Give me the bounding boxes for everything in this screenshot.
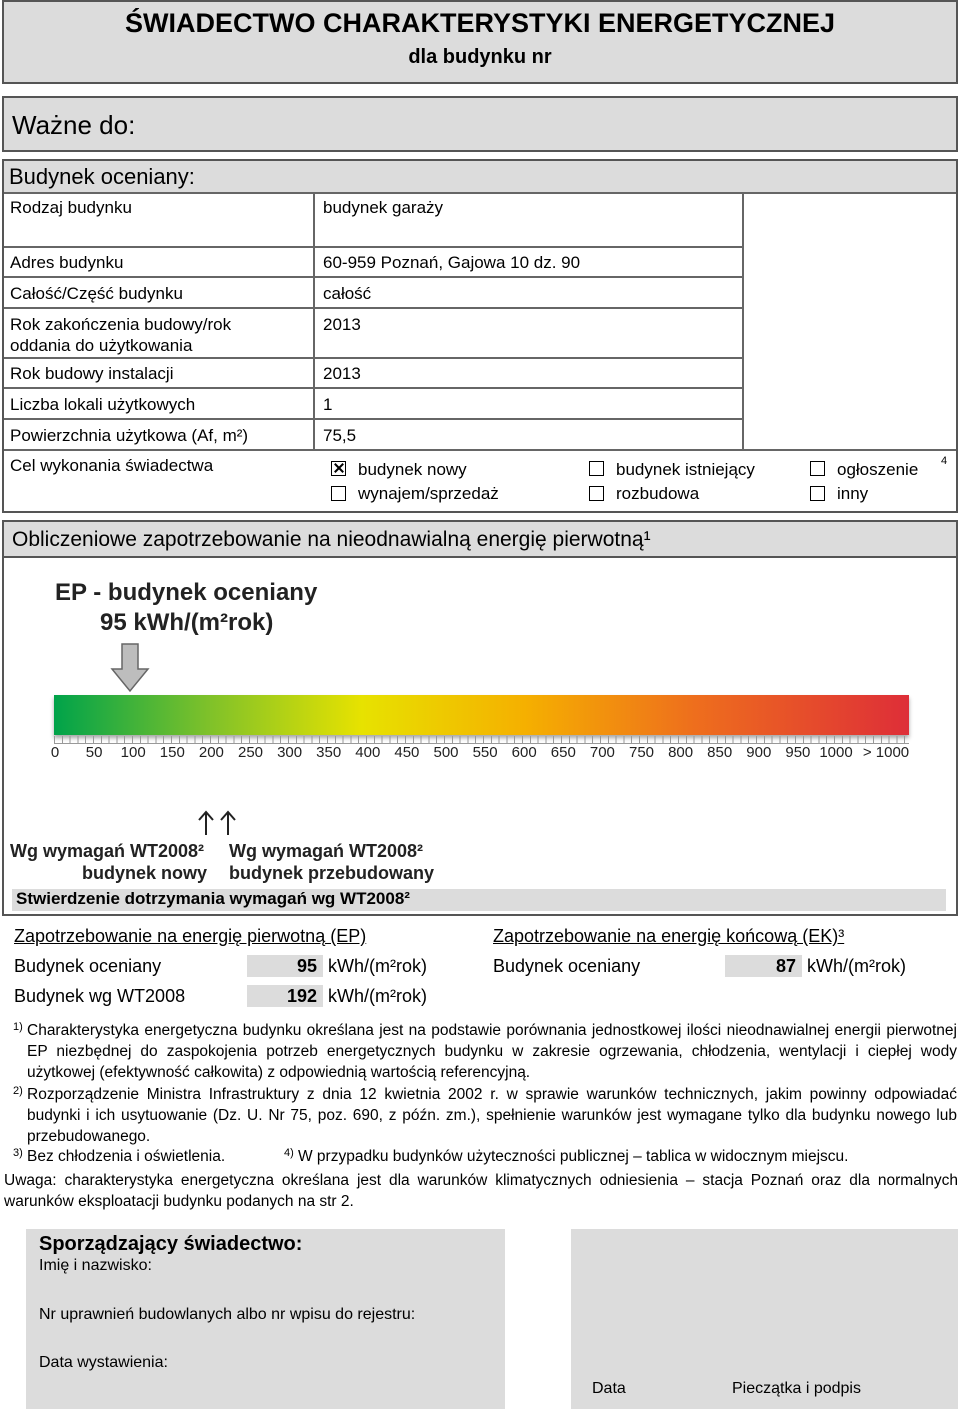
- req-rebuilt-arrow-icon: [218, 810, 238, 836]
- note-4: W przypadku budynków użyteczności publicznej – tablica w widocznym miejscu.: [298, 1148, 849, 1165]
- ep-reference-value: 192: [247, 985, 323, 1007]
- option-new-building-label: budynek nowy: [358, 460, 467, 479]
- energy-scale-ticks: [54, 736, 909, 744]
- rated-building-arrow-icon: [110, 643, 150, 693]
- date-label: Data: [592, 1380, 626, 1397]
- scale-tick-label: 600: [511, 744, 537, 761]
- scale-tick-label: 1000: [819, 744, 853, 761]
- divider: [4, 387, 744, 389]
- note-2-marker: 2): [13, 1085, 23, 1097]
- ek-rated-label: Budynek oceniany: [493, 956, 641, 976]
- ep-section-header: [2, 520, 958, 556]
- option-extension-label: rozbudowa: [616, 484, 700, 503]
- scale-tick-label: 100: [120, 744, 146, 761]
- req-rebuilt-line2: budynek przebudowany: [229, 863, 435, 883]
- note-3: Bez chłodzenia i oświetlenia.: [27, 1148, 226, 1165]
- divider: [4, 357, 744, 359]
- ep-rated-unit: kWh/(m²rok): [328, 956, 427, 976]
- building-type-value: budynek garaży: [323, 198, 444, 217]
- scale-tick-label: 500: [433, 744, 459, 761]
- scale-tick-label: 0: [50, 744, 60, 761]
- scale-tick-label: 850: [707, 744, 733, 761]
- ep-reference-unit: kWh/(m²rok): [328, 986, 427, 1006]
- certificate-subtitle: dla budynku nr: [408, 46, 552, 68]
- scale-tick-label: 150: [159, 744, 185, 761]
- note-3-marker: 3): [13, 1147, 23, 1159]
- climate-remark: Uwaga: charakterystyka energetyczna określana jest dla warunków klimatycznych odniesienia – stacja Poznań oraz dla normalnych warunków eksploatacji budynku podanych na str 2.: [4, 1172, 958, 1210]
- scale-tick-label: 650: [550, 744, 576, 761]
- completion-year-value: 2013: [323, 315, 361, 334]
- option-rent-sale-checkbox[interactable]: [331, 486, 346, 501]
- ek-demand-title: Zapotrzebowanie na energię końcową (EK)³: [493, 926, 845, 946]
- building-section-header: [4, 161, 956, 193]
- completion-year-label-line2: oddania do użytkowania: [10, 336, 193, 355]
- ep-scale-value: 95 kWh/(m²rok): [100, 609, 274, 636]
- scale-tick-label: 750: [628, 744, 655, 761]
- scale-tick-label: 250: [237, 744, 264, 761]
- ep-demand-title: Zapotrzebowanie na energię pierwotną (EP): [14, 926, 367, 946]
- option-existing-building-label: budynek istniejący: [616, 460, 755, 479]
- note-4-marker: 4): [284, 1147, 294, 1159]
- ep-section-title: Obliczeniowe zapotrzebowanie na nieodnawialną energię pierwotną¹: [12, 528, 651, 551]
- scale-tick-label: 300: [277, 744, 303, 761]
- divider: [4, 418, 744, 420]
- scale-tick-label: 700: [589, 744, 615, 761]
- req-rebuilt-line1: Wg wymagań WT2008²: [229, 841, 424, 861]
- divider: [4, 276, 744, 278]
- ep-rated-value: 95: [247, 955, 323, 977]
- option-announcement-label: ogłoszenie: [837, 460, 919, 479]
- whole-part-value: całość: [323, 284, 372, 303]
- whole-part-label: Całość/Część budynku: [10, 284, 183, 303]
- installation-year-label: Rok budowy instalacji: [10, 364, 174, 383]
- option-other-checkbox[interactable]: [810, 486, 825, 501]
- compliance-label: Stwierdzenie dotrzymania wymagań wg WT2008²: [16, 889, 410, 908]
- option-rent-sale-label: wynajem/sprzedaż: [358, 484, 499, 503]
- note-2: Rozporządzenie Ministra Infrastruktury z dnia 12 kwietnia 2002 r. w sprawie warunków technicznych, jakim powinny odpowiadać budynki i ich usytuowanie (Dz. U. Nr 75, poz. 690, z późn. zm.), spełnienie warunków jest wymagane tylko dla budynku nowego lub przebudowanego.: [27, 1086, 957, 1145]
- scale-tick-label: 400: [355, 744, 381, 761]
- note-1-marker: 1): [13, 1021, 23, 1033]
- ep-scale-title: EP - budynek oceniany: [55, 579, 318, 606]
- scale-tick-label: 200: [198, 744, 224, 761]
- req-new-arrow-icon: [196, 810, 216, 836]
- note-1: Charakterystyka energetyczna budynku określana jest na podstawie porównania jednostkowej ilości nieodnawialnej energii pierwotnej EP niezbędnej do zaspokojenia potrzeb energetycznych budynku w zakresie ogrzewania, chłodzenia, wentylacji i ciepłej wody użytkowej (efektywność całkowita) z odpowiednią wartością referencyjną.: [27, 1022, 957, 1081]
- ep-rated-label: Budynek oceniany: [14, 956, 162, 976]
- option-existing-building-checkbox[interactable]: [589, 461, 604, 476]
- address-value: 60-959 Poznań, Gajowa 10 dz. 90: [323, 253, 581, 272]
- option-other-label: inny: [837, 484, 869, 503]
- scale-tick-label: 800: [668, 744, 694, 761]
- option-new-building-checkbox[interactable]: [331, 461, 346, 476]
- req-new-line2: budynek nowy: [82, 863, 208, 883]
- building-type-label: Rodzaj budynku: [10, 198, 132, 217]
- address-label: Adres budynku: [10, 253, 124, 272]
- ep-reference-label: Budynek wg WT2008: [14, 986, 186, 1006]
- scale-tick-label: 950: [785, 744, 811, 761]
- scale-tick-label: 550: [472, 744, 498, 761]
- divider: [4, 307, 744, 309]
- author-title: Sporządzający świadectwo:: [39, 1233, 303, 1255]
- ek-rated-unit: kWh/(m²rok): [807, 956, 906, 976]
- completion-year-label: Rok zakończenia budowy/rok: [10, 315, 232, 334]
- units-count-value: 1: [323, 395, 333, 414]
- divider: [4, 192, 956, 194]
- scale-tick-label: 900: [746, 744, 772, 761]
- stamp-signature-label: Pieczątka i podpis: [732, 1380, 861, 1397]
- compliance-bar: [12, 889, 946, 911]
- divider: [4, 246, 744, 248]
- certificate-title: ŚWIADECTWO CHARAKTERYSTYKI ENERGETYCZNEJ: [124, 8, 836, 38]
- usable-area-label: Powierzchnia użytkowa (Af, m²): [10, 426, 249, 445]
- valid-until-label: Ważne do:: [12, 110, 136, 140]
- option-extension-checkbox[interactable]: [589, 486, 604, 501]
- usable-area-value: 75,5: [323, 426, 357, 445]
- option-announcement-checkbox[interactable]: [810, 461, 825, 476]
- valid-until-box: [2, 96, 958, 152]
- purpose-label: Cel wykonania świadectwa: [10, 456, 214, 475]
- ek-rated-value: 87: [725, 955, 802, 977]
- author-license-label: Nr uprawnień budowlanych albo nr wpisu do rejestru:: [39, 1306, 416, 1323]
- divider: [313, 192, 315, 449]
- divider: [742, 192, 744, 449]
- installation-year-value: 2013: [323, 364, 361, 383]
- req-new-line1: Wg wymagań WT2008²: [10, 841, 205, 861]
- certificate-header: [2, 0, 958, 84]
- units-count-label: Liczba lokali użytkowych: [10, 395, 196, 414]
- scale-tick-label: 350: [316, 744, 342, 761]
- scale-tick-label: 50: [85, 744, 103, 761]
- issue-date-label: Data wystawienia:: [39, 1354, 168, 1371]
- divider: [4, 449, 956, 451]
- scale-tick-label: > 1000: [862, 744, 910, 761]
- energy-scale-bar: [54, 695, 909, 735]
- author-name-label: Imię i nazwisko:: [39, 1257, 152, 1274]
- building-section-title: Budynek oceniany:: [9, 164, 195, 189]
- footnote-marker: 4: [941, 455, 948, 467]
- scale-tick-label: 450: [394, 744, 420, 761]
